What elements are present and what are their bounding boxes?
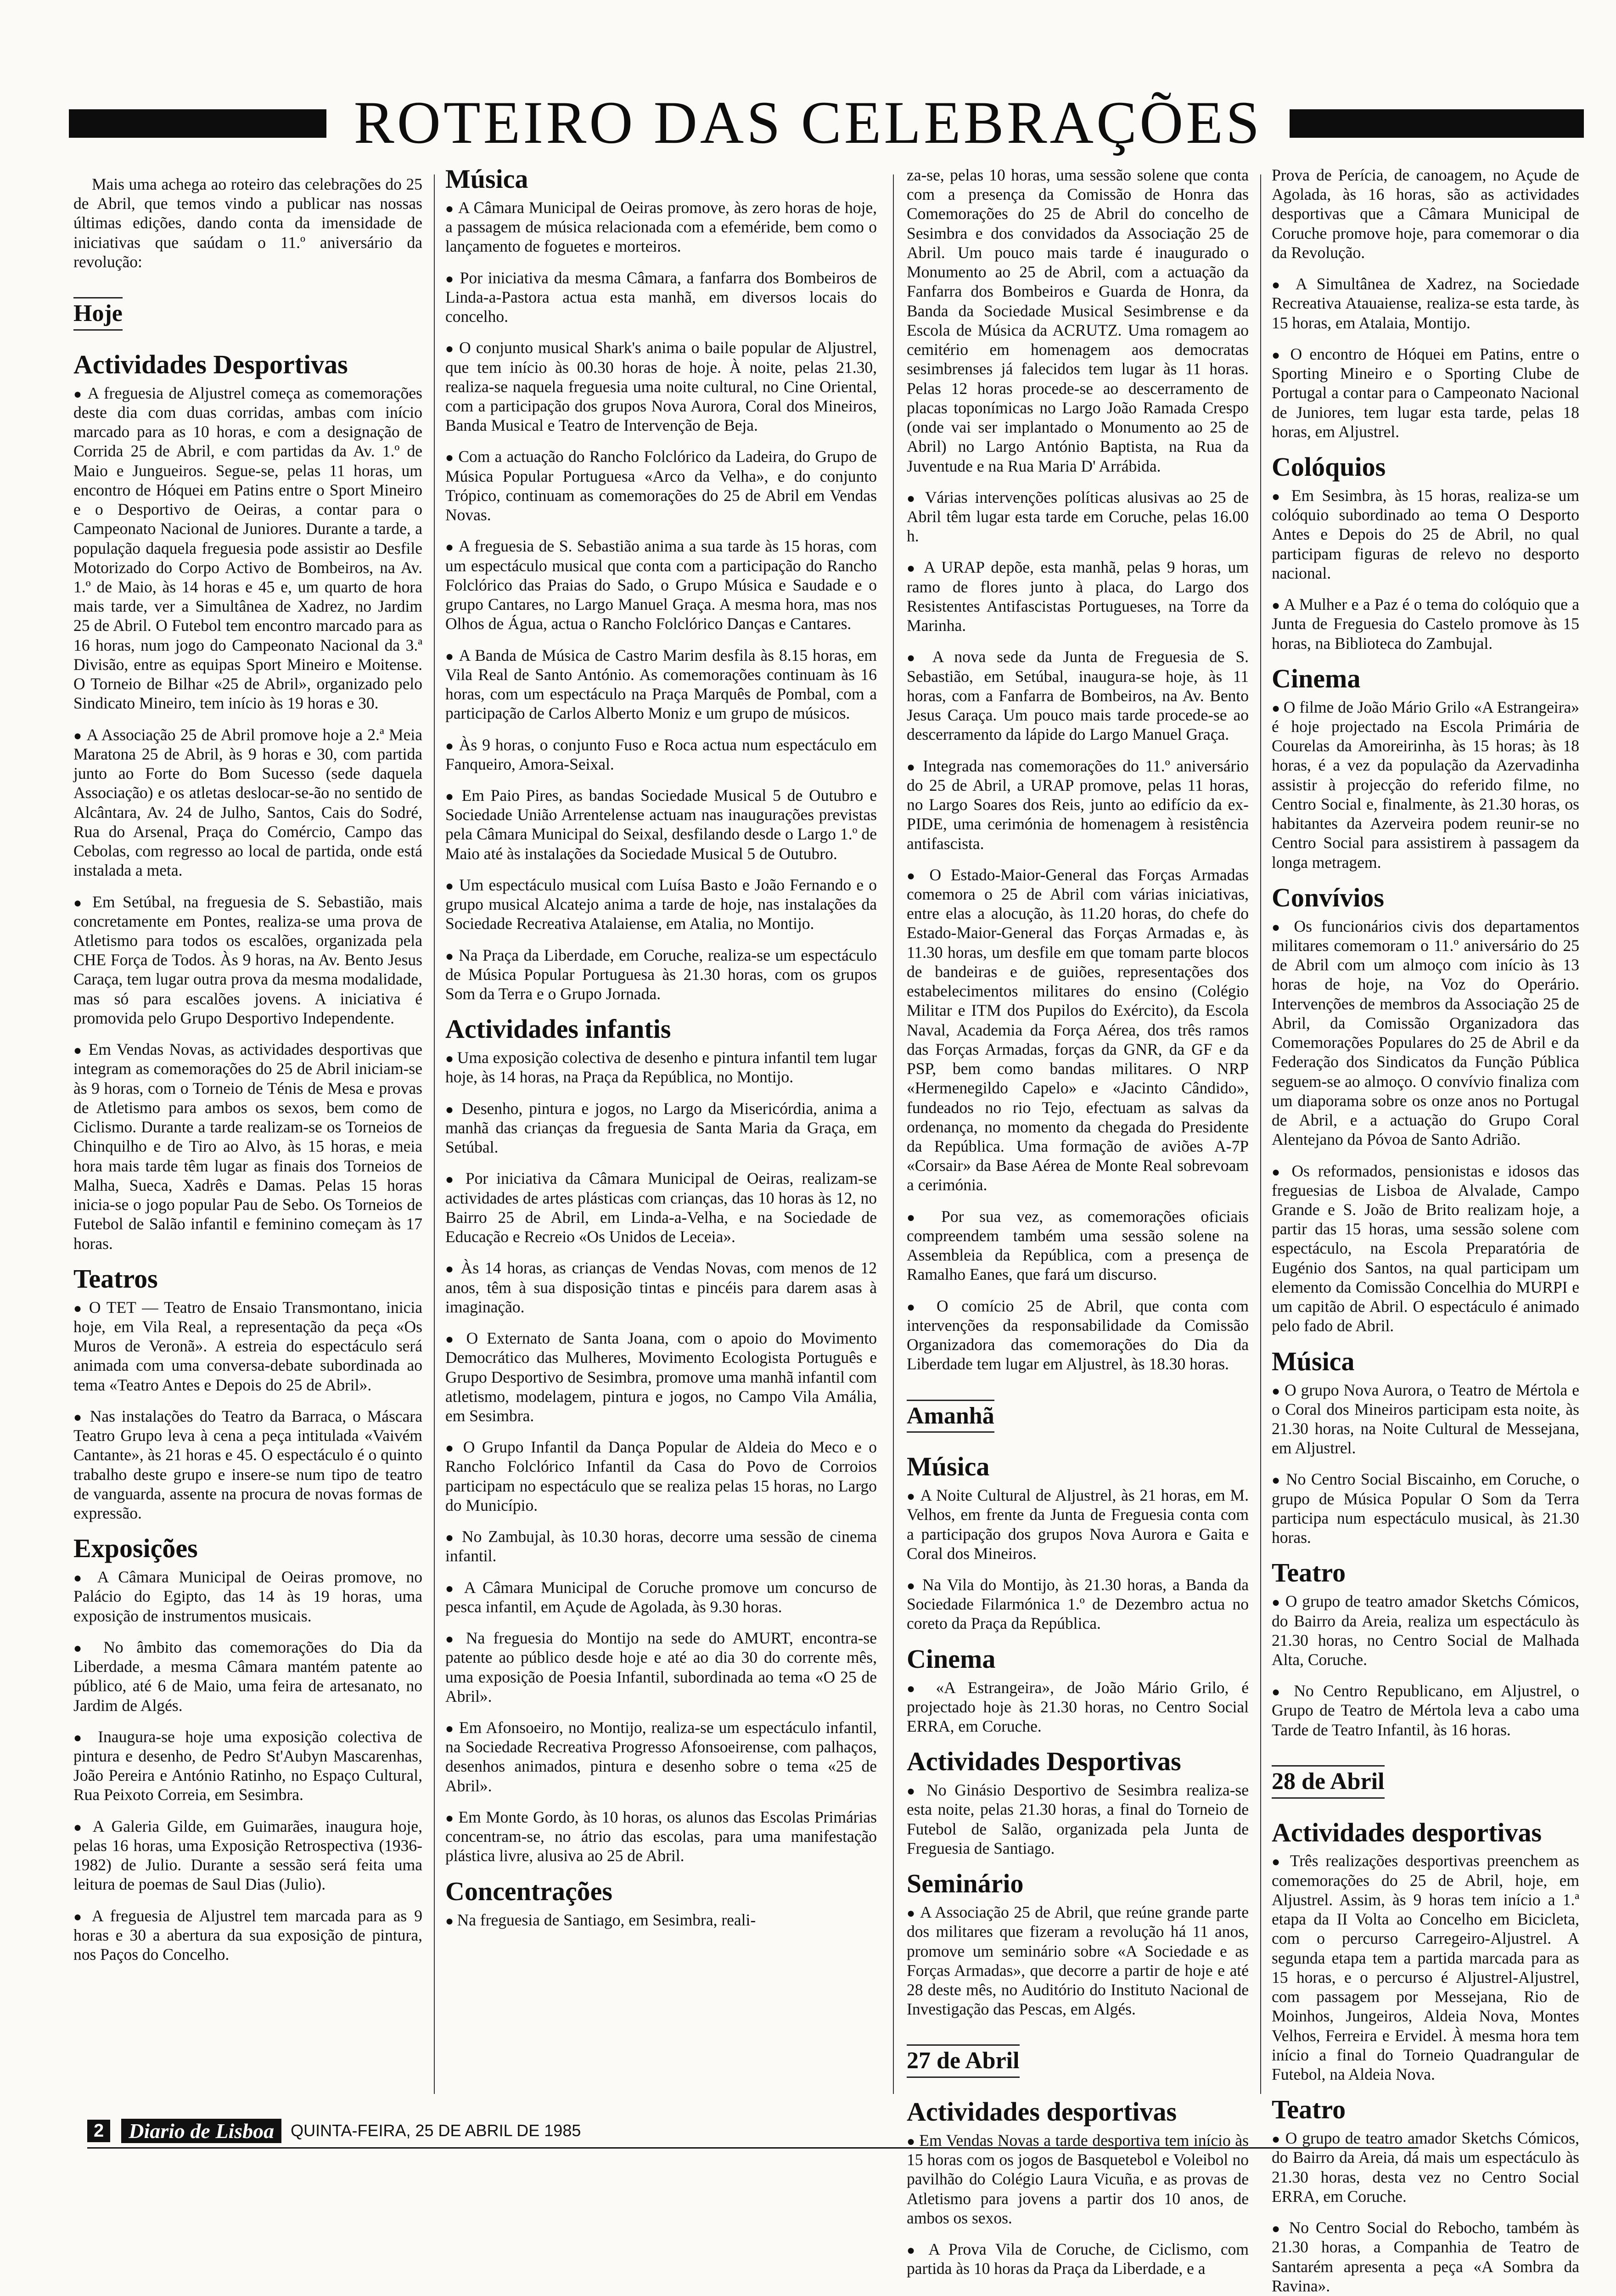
- footer-rule: [87, 2147, 1419, 2149]
- article-paragraph: ● A URAP depõe, esta manhã, pelas 9 horas, um ramo de flores junto à placa, do Largo dos Resistentes Antifascistas Portugueses, na Torre da Marinha.: [907, 557, 1249, 635]
- section-heading: Exposições: [73, 1533, 198, 1564]
- article-paragraph: ● No Centro Republicano, em Aljustrel, o Grupo de Teatro de Mértola leva a cabo uma Tarde de Teatro Infantil, às 16 horas.: [1272, 1681, 1579, 1739]
- section-heading: Música: [907, 1452, 990, 1482]
- article-paragraph: ● O Estado-Maior-General das Forças Armadas comemora o 25 de Abril com várias iniciativas, entre elas a alocução, às 11.20 horas, do chefe do Estado-Maior-General das Forças Armadas e, às 11.30 horas, um desfile em que tomam parte blocos de bandeiras e de guiões, representações dos estabelecimentos militares do ensino (Colégio Militar e ITM dos Pupilos do Exército), da Escola Naval, Academia da Força Aérea, dos três ramos das Forças Armadas, forças da GNR, da GF e da PSP, bem como bandas militares. O NRP «Hermenegildo Capelo» e «Jacinto Cândido», fundeados no rio Tejo, efectuam as salvas da ordenança, no momento da chegada do Presidente da República. Uma formação de aviões A-7P «Corsair» da Base Aérea de Monte Real sobrevoam a cerimónia.: [907, 865, 1249, 1195]
- article-paragraph: ● Nas instalações do Teatro da Barraca, o Máscara Teatro Grupo leva à cena a peça intitulada «Vaivém Cantante», às 21 horas e 45. O espectáculo é o quinto trabalho deste grupo e insere-se num tipo de teatro de vanguarda, assente na procura de novas formas de expressão.: [73, 1407, 422, 1523]
- article-paragraph: ● Os funcionários civis dos departamentos militares comemoram o 11.º aniversário do 25 de Abril com um almoço com início às 13 horas de hoje, na Voz do Operário. Intervenções de membros da Associação 25 de Abril, da Comissão Organizadora das Comemorações Populares do 25 de Abril e da Federação dos Sindicatos da Função Pública seguem-se ao almoço. O convívio finaliza com um diaporama sobre os onze anos no Portugal de Abril, e a actuação do Grupo Coral Alentejano da Póvoa de Santo Adrião.: [1272, 917, 1579, 1149]
- article-paragraph: ● A Associação 25 de Abril, que reúne grande parte dos militares que fizeram a revolução há 11 anos, promove um seminário sobre «A Sociedade e as Forças Armadas», que decorre a partir de hoje e até 28 deste mês, no Auditório do Instituto Nacional de Investigação das Pescas, em Algés.: [907, 1902, 1249, 2019]
- article-paragraph: ● No Centro Social do Rebocho, também às 21.30 horas, a Companhia de Teatro de Santarém apresenta a peça «A Sombra da Ravina».: [1272, 2218, 1579, 2296]
- article-paragraph: ● O grupo Nova Aurora, o Teatro de Mértola e o Coral dos Mineiros participam esta noite, às 21.30 horas, na Noite Cultural de Messejana, em Aljustrel.: [1272, 1380, 1579, 1458]
- article-paragraph: ● O filme de João Mário Grilo «A Estrangeira» é hoje projectado na Escola Primária de Courelas da Amoreirinha, às 15 horas; às 18 horas, é a vez da população da Azervadinha assistir à projecção do referido filme, no Centro Social e, finalmente, às 21.30 horas, os habitantes da Azerveira podem reunir-se no Centro Social para assistirem à passagem da longa metragem.: [1272, 698, 1579, 872]
- section-heading: Música: [445, 164, 528, 194]
- article-paragraph: ● Em Sesimbra, às 15 horas, realiza-se um colóquio subordinado ao tema O Desporto Antes e Depois do 25 de Abril, no qual participam figuras de relevo no desporto nacional.: [1272, 486, 1579, 583]
- article-paragraph: ● A Prova Vila de Coruche, de Ciclismo, com partida às 10 horas da Praça da Liberdade, e a: [907, 2240, 1249, 2278]
- article-paragraph: ● A Banda de Música de Castro Marim desfila às 8.15 horas, em Vila Real de Santo António. As comemorações continuam às 16 horas, com um espectáculo na Praça Marquês de Pombal, com a participação de Carlos Alberto Moniz e um grupo de músicos.: [445, 646, 877, 723]
- article-paragraph: ● No âmbito das comemorações do Dia da Liberdade, a mesma Câmara mantém patente ao público, até 6 de Maio, uma feira de artesanato, no Jardim de Algés.: [73, 1638, 422, 1715]
- section-heading: Teatro: [1272, 1558, 1346, 1588]
- section-heading: Actividades desportivas: [907, 2097, 1177, 2127]
- section-heading: Cinema: [907, 1643, 996, 1674]
- article-paragraph: ● Em Setúbal, na freguesia de S. Sebastião, mais concretamente em Pontes, realiza-se uma prova de Atletismo para todos os escalões, organizada pela CHE Força de Todos. Às 9 horas, na Av. Bento Jesus Caraça, tem lugar outra prova da mesma modalidade, mas só para escalões jovens. A iniciativa é promovida pelo Grupo Desportivo Independente.: [73, 892, 422, 1028]
- page-footer: [87, 2117, 1419, 2144]
- section-heading: Cinema: [1272, 663, 1361, 693]
- article-paragraph: ● A Câmara Municipal de Oeiras promove, no Palácio do Egipto, das 14 às 19 horas, uma exposição de instrumentos musicais.: [73, 1567, 422, 1626]
- article-paragraph: ● Várias intervenções políticas alusivas ao 25 de Abril têm lugar esta tarde em Coruche, pelas 16.00 h.: [907, 488, 1249, 546]
- column-3: [907, 165, 1249, 2278]
- banner: [0, 87, 1616, 158]
- article-paragraph: ● Por iniciativa da Câmara Municipal de Oeiras, realizam-se actividades de artes plásticas com crianças, das 10 horas às 12, no Bairro 25 de Abril, em Linda-a-Velha, e na Sociedade de Educação e Recreio «Os Unidos de Leceia».: [445, 1169, 877, 1246]
- section-heading: Teatro: [1272, 2094, 1346, 2125]
- article-paragraph: ● Em Vendas Novas, as actividades desportivas que integram as comemorações do 25 de Abril iniciam-se às 9 horas, com o Torneio de Ténis de Mesa e provas de Atletismo para ambos os sexos, bem como de Ciclismo. Durante a tarde realizam-se os Torneios de Chinquilho e de Tiro ao Alvo, às 15 horas, e meia hora mais tarde têm lugar as finais dos Torneios de Malha, Sueca, Xadrês e Damas. Pelas 15 horas inicia-se o jogo popular Pau de Sebo. Os Torneios de Futebol de Salão infantil e feminino começam às 17 horas.: [73, 1040, 422, 1253]
- article-paragraph: ● A Câmara Municipal de Oeiras promove, às zero horas de hoje, a passagem de música relacionada com a efeméride, bem como o lançamento de foguetes e morteiros.: [445, 198, 877, 256]
- section-heading: 28 de Abril: [1272, 1765, 1385, 1799]
- article-paragraph: ● A freguesia de Aljustrel tem marcada para as 9 horas e 30 a abertura da sua exposição de pintura, nos Paços do Concelho.: [73, 1906, 422, 1964]
- article-paragraph: ● A nova sede da Junta de Freguesia de S. Sebastião, em Setúbal, inaugura-se hoje, às 11 horas, com a Fanfarra de Bombeiros, na Av. Bento Jesus Caraça. Um pouco mais tarde procede-se ao descerramento da lápide do Largo Manuel Graça.: [907, 647, 1249, 744]
- article-paragraph: ● O grupo de teatro amador Sketchs Cómicos, do Bairro da Areia, realiza um espectáculo às 21.30 horas, no Centro Social de Malhada Alta, Coruche.: [1272, 1592, 1579, 1669]
- section-heading: Seminário: [907, 1868, 1024, 1899]
- column-4: [1272, 165, 1580, 2295]
- article-paragraph: ● Na Praça da Liberdade, em Coruche, realiza-se um espectáculo de Música Popular Portuguesa às 21.30 horas, com os grupos Som da Terra e o Grupo Jornada.: [445, 945, 877, 1004]
- section-heading: Colóquios: [1272, 452, 1386, 482]
- issue-date: QUINTA-FEIRA, 25 DE ABRIL DE 1985: [291, 2121, 581, 2140]
- section-heading: Teatros: [73, 1263, 158, 1294]
- section-heading: Música: [1272, 1346, 1355, 1376]
- article-paragraph: ● Os reformados, pensionistas e idosos das freguesias de Lisboa de Alvalade, Campo Grande e S. João de Brito realizam hoje, a partir das 15 horas, uma sessão solene com espectáculo, na Escola Preparatória de Eugénio dos Santos, na qual participam um elemento da Comissão Concelhia do MURPI e um capitão de Abril. O espectáculo é animado pelo fado de Abril.: [1272, 1161, 1579, 1336]
- article-paragraph: ● O encontro de Hóquei em Patins, entre o Sporting Mineiro e o Sporting Clube de Portugal a contar para o Campeonato Nacional de Juniores, tem lugar esta tarde, pelas 18 horas, em Aljustrel.: [1272, 344, 1579, 441]
- article-paragraph: ● Por iniciativa da mesma Câmara, a fanfarra dos Bombeiros de Linda-a-Pastora actua esta manhã, em diversos locais do concelho.: [445, 268, 877, 326]
- article-paragraph: ● «A Estrangeira», de João Mário Grilo, é projectado hoje às 21.30 horas, no Centro Social ERRA, em Coruche.: [907, 1678, 1249, 1736]
- article-paragraph: ● A Simultânea de Xadrez, na Sociedade Recreativa Atauaiense, realiza-se esta tarde, às 15 horas, em Atalaia, Montijo.: [1272, 274, 1579, 332]
- column-2: [445, 165, 877, 2089]
- article-paragraph: ● Em Paio Pires, as bandas Sociedade Musical 5 de Outubro e Sociedade União Arrentelense actuam nas inaugurações previstas pela Câmara Municipal do Seixal, desfilando desde o Largo 1.º de Maio até às instalações da Sociedade Musical 5 de Outubro.: [445, 786, 877, 863]
- article-paragraph: ● A Câmara Municipal de Coruche promove um concurso de pesca infantil, em Açude de Agolada, às 9.30 horas.: [445, 1578, 877, 1616]
- article-paragraph: Prova de Perícia, de canoagem, no Açude de Agolada, às 16 horas, são as actividades desportivas que a Câmara Municipal de Coruche promove hoje, para comemorar o dia da Revolução.: [1272, 166, 1579, 262]
- article-paragraph: ● Com a actuação do Rancho Folclórico da Ladeira, do Grupo de Música Popular Portuguesa «Arco da Velha», e do conjunto Trópico, continuam as comemorações do 25 de Abril em Vendas Novas.: [445, 447, 877, 524]
- section-heading: Convívios: [1272, 882, 1384, 912]
- article-paragraph: ● O grupo de teatro amador Sketchs Cómicos, do Bairro da Areia, dá mais um espectáculo às 21.30 horas, desta vez no Centro Social ERRA, em Coruche.: [1272, 2128, 1579, 2206]
- article-paragraph: ● Três realizações desportivas preenchem as comemorações do 25 de Abril, hoje, em Aljustrel. Assim, às 9 horas tem início a 1.ª etapa da II Volta ao Concelho em Bicicleta, com o percurso Carregeiro-Aljustrel. A segunda etapa tem a partida marcada para as 15 horas, e o percurso é Aljustrel-Aljustrel, com passagem por Messejana, Rio de Moinhos, Jungeiros, Aldeia Nova, Montes Velhos, Ferreira e Ervidel. À mesma hora tem início a final do Torneio Quadrangular de Futebol, na Aldeia Nova.: [1272, 1851, 1579, 2084]
- article-paragraph: ● Um espectáculo musical com Luísa Basto e João Fernando e o grupo musical Alcatejo anima a tarde de hoje, nas instalações da Sociedade Recreativa Atalaiense, em Atalia, no Montijo.: [445, 875, 877, 934]
- article-paragraph: ● Às 9 horas, o conjunto Fuso e Roca actua num espectáculo em Fanqueiro, Amora-Seixal.: [445, 735, 877, 774]
- article-paragraph: ● No Zambujal, às 10.30 horas, decorre uma sessão de cinema infantil.: [445, 1527, 877, 1565]
- article-paragraph: ● Inaugura-se hoje uma exposição colectiva de pintura e desenho, de Pedro St'Aubyn Mascarenhas, João Pereira e António Ratinho, no Espaço Cultural, Rua Peixoto Correia, em Sesimbra.: [73, 1727, 422, 1805]
- section-heading: Actividades Desportivas: [907, 1746, 1181, 1777]
- article-paragraph: ● Em Afonsoeiro, no Montijo, realiza-se um espectáculo infantil, na Sociedade Recreativa Progresso Afonsoeirense, com palhaços, desenhos animados, pintura e desenho sobre o tema «25 de Abril».: [445, 1718, 877, 1795]
- article-paragraph: ● Em Monte Gordo, às 10 horas, os alunos das Escolas Primárias concentram-se, no átrio das escolas, para uma manifestação plástica livre, alusiva ao 25 de Abril.: [445, 1807, 877, 1866]
- article-paragraph: ● No Ginásio Desportivo de Sesimbra realiza-se esta noite, pelas 21.30 horas, a final do Torneio de Futebol de Salão, organizada pela Junta de Freguesia de Santiago.: [907, 1780, 1249, 1858]
- article-paragraph: ● Em Vendas Novas a tarde desportiva tem início às 15 horas com os jogos de Basquetebol e Voleibol no pavilhão do Colégio Laura Vicuña, e as provas de Atletismo para jovens a partir dos 10 anos, de ambos os sexos.: [907, 2131, 1249, 2228]
- section-heading: 27 de Abril: [907, 2044, 1020, 2078]
- section-heading: Actividades desportivas: [1272, 1817, 1542, 1847]
- article-paragraph: ● A freguesia de S. Sebastião anima a sua tarde às 15 horas, com um espectáculo musical que conta com a participação do Rancho Folclórico das Praias do Sado, o Grupo Música e Saudade e o grupo Cantares, no Largo Manuel Graça. A mesma hora, mas nos Olhos de Água, actua o Rancho Folclórico Danças e Cantares.: [445, 536, 877, 633]
- page-number: 2: [87, 2120, 110, 2142]
- banner-title: ROTEIRO DAS CELEBRAÇÕES: [326, 89, 1290, 156]
- section-heading: Amanhã: [907, 1400, 994, 1433]
- article-paragraph: ● Na freguesia de Santiago, em Sesimbra, reali-: [445, 1910, 877, 1930]
- article-paragraph: ● Uma exposição colectiva de desenho e pintura infantil tem lugar hoje, às 14 horas, na Praça da República, no Montijo.: [445, 1048, 877, 1086]
- article-paragraph: ● Às 14 horas, as crianças de Vendas Novas, com menos de 12 anos, têm à sua disposição tintas e pincéis para darem asas à imaginação.: [445, 1258, 877, 1317]
- section-heading: Actividades Desportivas: [73, 349, 348, 379]
- article-paragraph: ● Na Vila do Montijo, às 21.30 horas, a Banda da Sociedade Filarmónica 1.º de Dezembro actua no coreto da Praça da República.: [907, 1575, 1249, 1633]
- intro-paragraph: Mais uma achega ao roteiro das celebrações do 25 de Abril, que temos vindo a publicar nas nossas últimas edições, dando conta da imensidade de iniciativas que saúdam o 11.º aniversário da revolução:: [73, 175, 422, 271]
- article-paragraph: ● O Externato de Santa Joana, com o apoio do Movimento Democrático das Mulheres, Movimento Ecologista Português e Grupo Desportivo de Sesimbra, promove uma manhã infantil com atletismo, modelagem, pintura e jogos, no Campo Vila Amália, em Sesimbra.: [445, 1328, 877, 1425]
- article-paragraph: ● A Noite Cultural de Aljustrel, às 21 horas, em M. Velhos, em frente da Junta de Freguesia conta com a participação dos grupos Nova Aurora e Gaita e Coral dos Mineiros.: [907, 1486, 1249, 1563]
- article-paragraph: ● Integrada nas comemorações do 11.º aniversário do 25 de Abril, a URAP promove, pelas 11 horas, no Largo Soares dos Reis, junto ao edifício da ex-PIDE, uma cerimónia de homenagem à resistência antifascista.: [907, 756, 1249, 853]
- article-paragraph: za-se, pelas 10 horas, uma sessão solene que conta com a presença da Comissão de Honra das Comemorações do 25 de Abril do concelho de Sesimbra e dos convidados da Associação 25 de Abril. Um pouco mais tarde é inaugurado o Monumento ao 25 de Abril, com a actuação da Fanfarra dos Bombeiros e Guarda de Honra, da Banda da Sociedade Musical Sesimbrense e da Escola de Música da ACRUTZ. Uma romagem ao cemitério em homenagem aos democratas sesimbrenses já falecidos tem lugar às 11 horas. Pelas 12 horas procede-se ao descerramento de placas toponímicas no Largo João Ramada Crespo (onde vai ser implantado o Monumento ao 25 de Abril) no Largo António Baptista, na Rua da Juventude e na Rua Maria D' Arrábida.: [907, 166, 1249, 475]
- article-paragraph: ● Por sua vez, as comemorações oficiais compreendem também uma sessão solene na Assembleia da República, com a presença de Ramalho Eanes, que fará um discurso.: [907, 1207, 1249, 1284]
- article-paragraph: ● A freguesia de Aljustrel começa as comemorações deste dia com duas corridas, ambas com início marcado para as 10 horas, e com a designação de Corrida 25 de Abril, e com partidas da Av. 1.º de Maio e Jungueiros. Segue-se, pelas 11 horas, um encontro de Hóquei em Patins entre o Sport Mineiro e o Desportivo de Oeiras, a contar para o Campeonato Nacional de Juniores. Durante a tarde, a população daquela freguesia pode assistir ao Desfile Motorizado do Corpo Activo de Bombeiros, na Av. 1.º de Maio, às 14 horas e 45 e, um quarto de hora mais tarde, ver a Simultânea de Xadrez, no Jardim 25 de Abril. O Futebol tem encontro marcado para as 16 horas, num jogo do Campeonato Nacional da 3.ª Divisão, entre as equipas Sport Mineiro e Moitense. O Torneio de Bilhar «25 de Abril», organizado pelo Sindicato Mineiro, tem início às 19 horas e 30.: [73, 383, 422, 713]
- article-paragraph: ● Na freguesia do Montijo na sede do AMURT, encontra-se patente ao público desde hoje e até ao dia 30 do corrente mês, uma exposição de Poesia Infantil, subordinada ao tema «O 25 de Abril».: [445, 1628, 877, 1706]
- masthead-logo: Diario de Lisboa: [121, 2119, 281, 2143]
- section-heading: Concentrações: [445, 1876, 613, 1906]
- article-paragraph: ● O TET — Teatro de Ensaio Transmontano, inicia hoje, em Vila Real, a representação da peça «Os Muros de Veronã». A estreia do espectáculo será animada com uma conversa-debate subordinada ao tema «Teatro Antes e Depois do 25 de Abril».: [73, 1298, 422, 1395]
- section-heading: Actividades infantis: [445, 1014, 671, 1044]
- article-paragraph: ● A Galeria Gilde, em Guimarães, inaugura hoje, pelas 16 horas, uma Exposição Retrospectiva (1936-1982) de Julio. Durante a sessão será feita uma leitura de poemas de Saul Dias (Julio).: [73, 1817, 422, 1894]
- article-paragraph: ● No Centro Social Biscainho, em Coruche, o grupo de Música Popular O Som da Terra participa num espectáculo musical, às 21.30 horas.: [1272, 1469, 1579, 1547]
- article-paragraph: ● O conjunto musical Shark's anima o baile popular de Aljustrel, que tem início às 00.30 horas de hoje. À noite, pelas 21.30, realiza-se naquela freguesia uma noite cultural, no Cine Oriental, com a participação dos grupos Nova Aurora, Coral dos Mineiros, Banda Musical e Teatro de Intervenção de Beja.: [445, 338, 877, 435]
- article-paragraph: ● A Mulher e a Paz é o tema do colóquio que a Junta de Freguesia do Castelo promove às 15 horas, na Biblioteca do Zambujal.: [1272, 595, 1579, 653]
- section-heading: Hoje: [73, 297, 123, 331]
- article-paragraph: ● A Associação 25 de Abril promove hoje a 2.ª Meia Maratona 25 de Abril, às 9 horas e 30, com partida junto ao Forte do Bom Sucesso (sede daquela Associação) e os atletas deslocar-se-ão no sentido de Alcântara, Av. 24 de Julho, Santos, Cais do Sodré, Rua do Arsenal, Praça do Comércio, Campo das Cebolas, com regresso ao local de partida, onde está instalada a meta.: [73, 725, 422, 880]
- article-paragraph: ● O comício 25 de Abril, que conta com intervenções da responsabilidade da Comissão Organizadora das comemorações do Dia da Liberdade tem lugar em Aljustrel, às 18.30 horas.: [907, 1296, 1249, 1374]
- article-paragraph: ● O Grupo Infantil da Dança Popular de Aldeia do Meco e o Rancho Folclórico Infantil da Casa do Povo de Corroios participam no espectáculo que se realiza pelas 15 horas, no Largo do Município.: [445, 1437, 877, 1515]
- column-1: [73, 165, 422, 2089]
- article-paragraph: ● Desenho, pintura e jogos, no Largo da Misericórdia, anima a manhã das crianças da freguesia de Santa Maria da Graça, em Setúbal.: [445, 1099, 877, 1157]
